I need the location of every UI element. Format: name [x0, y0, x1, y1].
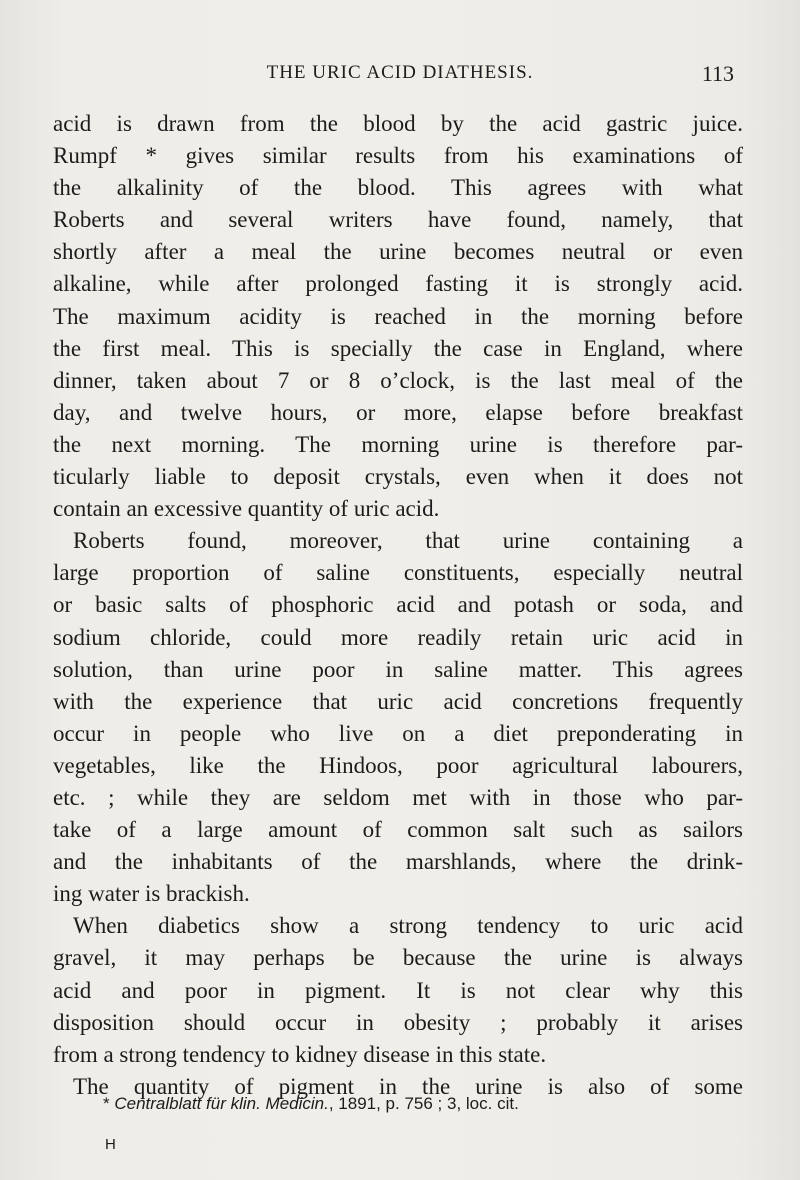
- text-line: the alkalinity of the blood. This agrees with what: [53, 175, 743, 201]
- text-line: acid and poor in pigment. It is not clear why this: [53, 977, 743, 1003]
- text-line: etc. ; while they are seldom met with in those who par-: [53, 784, 743, 810]
- text-line: contain an excessive quantity of uric acid.: [53, 496, 440, 522]
- text-line: When diabetics show a strong tendency to uric acid: [73, 913, 743, 939]
- body-text: [53, 108, 743, 1103]
- page-header: [0, 62, 800, 92]
- text-line: the first meal. This is specially the case in England, where: [53, 335, 743, 361]
- footnote-citation: , 1891, p. 756 ; 3, loc. cit.: [328, 1094, 519, 1113]
- text-line: disposition should occur in obesity ; probably it arises: [53, 1009, 743, 1035]
- text-line: from a strong tendency to kidney disease in this state.: [53, 1041, 547, 1067]
- text-line: and the inhabitants of the marshlands, where the drink-: [53, 849, 743, 875]
- text-line: gravel, it may perhaps be because the urine is always: [53, 945, 743, 971]
- footnote: [103, 1094, 519, 1114]
- text-line: or basic salts of phosphoric acid and potash or soda, and: [53, 592, 743, 618]
- text-line: Roberts found, moreover, that urine containing a: [73, 528, 743, 554]
- text-line: dinner, taken about 7 or 8 o’clock, is the last meal of the: [53, 367, 743, 393]
- page-number: 113: [701, 61, 734, 86]
- text-line: day, and twelve hours, or more, elapse before breakfast: [53, 399, 743, 425]
- text-line: ticularly liable to deposit crystals, even when it does not: [53, 464, 743, 490]
- text-line: acid is drawn from the blood by the acid gastric juice.: [53, 111, 743, 136]
- text-line: The quantity of pigment in the urine is also of some: [73, 1073, 743, 1099]
- running-head: THE URIC ACID DIATHESIS.: [266, 62, 534, 83]
- text-line: vegetables, like the Hindoos, poor agricultural labourers,: [53, 752, 743, 778]
- text-line: with the experience that uric acid concretions frequently: [53, 688, 743, 714]
- text-line: occur in people who live on a diet preponderating in: [53, 720, 743, 746]
- text-line: The maximum acidity is reached in the morning before: [53, 303, 743, 329]
- text-line: Rumpf * gives similar results from his examinations of: [53, 143, 743, 169]
- text-line: take of a large amount of common salt such as sailors: [53, 817, 743, 843]
- text-line: the next morning. The morning urine is therefore par-: [53, 431, 743, 457]
- footnote-journal: Centralblatt für klin. Medicin.: [114, 1094, 329, 1113]
- text-line: large proportion of saline constituents, especially neutral: [53, 560, 743, 586]
- text-line: Roberts and several writers have found, namely, that: [53, 207, 743, 233]
- footnote-marker: *: [103, 1094, 110, 1113]
- text-line: alkaline, while after prolonged fasting it is strongly acid.: [53, 271, 743, 297]
- text-line: sodium chloride, could more readily retain uric acid in: [53, 624, 743, 650]
- text-line: ing water is brackish.: [53, 881, 250, 907]
- signature-mark: H: [105, 1136, 116, 1153]
- text-line: solution, than urine poor in saline matter. This agrees: [53, 656, 743, 682]
- text-line: shortly after a meal the urine becomes neutral or even: [53, 239, 743, 265]
